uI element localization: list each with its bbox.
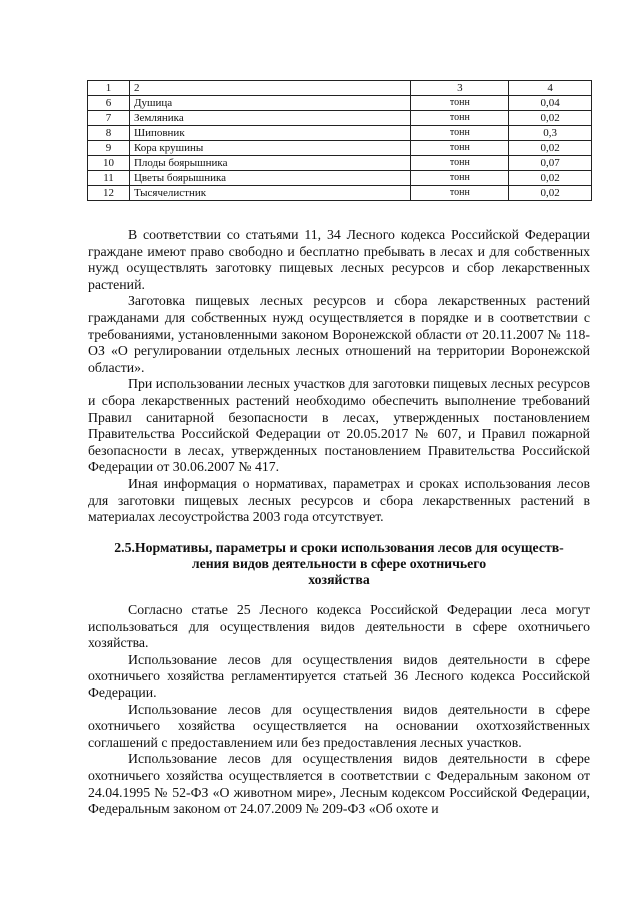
- row-value: 0,3: [509, 126, 592, 141]
- row-name: Шиповник: [129, 126, 410, 141]
- row-unit: тонн: [411, 156, 509, 171]
- row-unit: тонн: [411, 126, 509, 141]
- paragraph: Иная информация о нормативах, параметрах и сроках использования лесов для заготовки пищевых лесных ресурсов и сбора лекарственных растений в материалах лесоустройства 2003 года отсутствует.: [88, 475, 590, 525]
- paragraph: Использование лесов для осуществления видов деятельности в сфере охотничьего хозяйства осуществляется в соответствии с Федеральным законом от 24.04.1995 № 52-ФЗ «О животном мире», Лесным кодексом Российской Федерации, Федеральным законом от 24.07.2009 № 209-ФЗ «Об охоте и: [88, 751, 590, 817]
- section-heading-line: ления видов деятельности в сфере охотничьего: [191, 556, 487, 571]
- resources-table: [87, 80, 592, 201]
- header-cell-2: 2: [129, 81, 410, 96]
- paragraph: При использовании лесных участков для заготовки пищевых лесных ресурсов и сбора лекарственных растений необходимо обеспечить выполнение требований Правил санитарной безопасности в лесах, утвержденных постановлением Правительства Российской Федерации от 20.05.2017 № 607, и Правил пожарной безопасности в лесах, утвержденных постановлением Правительства Российской Федерации от 30.06.2007 № 417.: [88, 376, 590, 475]
- row-unit: тонн: [411, 171, 509, 186]
- table-row: [88, 141, 592, 156]
- paragraph: Заготовка пищевых лесных ресурсов и сбора лекарственных растений гражданами для собственных нужд осуществляется в порядке и в соответствии с требованиями, установленными законом Воронежской области от 20.11.2007 № 118-ОЗ «О регулировании отдельных лесных отношений на территории Воронежской области».: [88, 293, 590, 375]
- row-unit: тонн: [411, 111, 509, 126]
- row-number: 10: [88, 156, 130, 171]
- row-name: Плоды боярышника: [129, 156, 410, 171]
- paragraph: В соответствии со статьями 11, 34 Лесного кодекса Российской Федерации граждане имеют право свободно и бесплатно пребывать в лесах и для собственных нужд осуществлять заготовку пищевых лесных ресурсов и сбор лекарственных растений.: [88, 227, 590, 292]
- row-number: 7: [88, 111, 130, 126]
- header-cell-4: 4: [509, 81, 592, 96]
- section-heading: [88, 540, 590, 588]
- row-name: Земляника: [129, 111, 410, 126]
- row-number: 12: [88, 186, 130, 201]
- row-name: Цветы боярышника: [129, 171, 410, 186]
- row-unit: тонн: [411, 96, 509, 111]
- body-text-bottom: [88, 602, 590, 818]
- paragraph: Согласно статье 25 Лесного кодекса Российской Федерации леса могут использоваться для осуществления видов деятельности в сфере охотничьего хозяйства.: [88, 602, 590, 651]
- table-row: [88, 171, 592, 186]
- row-name: Кора крушины: [129, 141, 410, 156]
- row-value: 0,07: [509, 156, 592, 171]
- row-value: 0,02: [509, 111, 592, 126]
- row-number: 6: [88, 96, 130, 111]
- paragraph: Использование лесов для осуществления видов деятельности в сфере охотничьего хозяйства регламентируется статьей 36 Лесного кодекса Российской Федерации.: [88, 651, 590, 700]
- table-row: [88, 111, 592, 126]
- table-row: [88, 186, 592, 201]
- row-unit: тонн: [411, 141, 509, 156]
- row-value: 0,04: [509, 96, 592, 111]
- row-name: Душица: [129, 96, 410, 111]
- section-heading-line: 2.5.Нормативы, параметры и сроки использования лесов для осуществ-: [114, 540, 564, 555]
- body-text-top: [88, 227, 590, 526]
- header-cell-1: 1: [88, 81, 130, 96]
- table-row: [88, 126, 592, 141]
- row-value: 0,02: [509, 186, 592, 201]
- row-value: 0,02: [509, 141, 592, 156]
- row-unit: тонн: [411, 186, 509, 201]
- row-number: 8: [88, 126, 130, 141]
- section-heading-line: хозяйства: [308, 572, 370, 587]
- table-row: [88, 96, 592, 111]
- header-cell-3: 3: [411, 81, 509, 96]
- row-number: 11: [88, 171, 130, 186]
- table-row: [88, 156, 592, 171]
- row-name: Тысячелистник: [129, 186, 410, 201]
- row-value: 0,02: [509, 171, 592, 186]
- row-number: 9: [88, 141, 130, 156]
- table-header-row: [88, 81, 592, 96]
- paragraph: Использование лесов для осуществления видов деятельности в сфере охотничьего хозяйства осуществляется на основании охотхозяйственных соглашений с предоставлением или без предоставления лесных участков.: [88, 701, 590, 750]
